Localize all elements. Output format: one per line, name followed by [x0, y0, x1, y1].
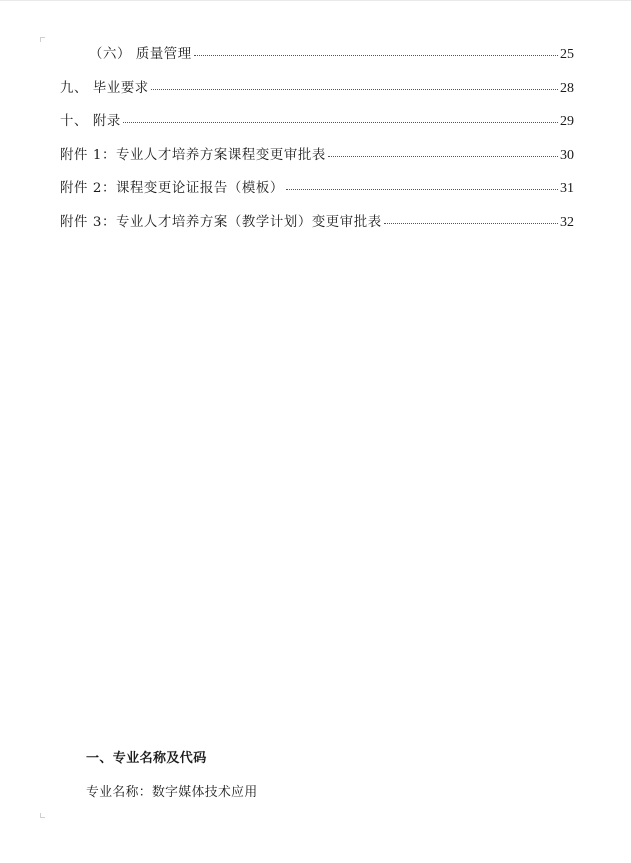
toc-entry[interactable]: [60, 43, 574, 77]
toc-entry[interactable]: [60, 77, 574, 111]
section-heading: 一、专业名称及代码: [86, 751, 207, 766]
toc-dot-leader: [123, 122, 558, 123]
toc-entry[interactable]: [60, 110, 574, 144]
toc-entry[interactable]: [60, 144, 574, 178]
toc-entry-label: 十、 附录: [60, 114, 121, 129]
toc-entry-label: 九、 毕业要求: [60, 80, 149, 96]
toc-entry[interactable]: [60, 211, 574, 245]
toc-dot-leader: [286, 189, 558, 190]
toc-entry-label: （六） 质量管理: [89, 47, 192, 62]
corner-crop-mark: [40, 37, 45, 42]
toc-dot-leader: [194, 55, 558, 56]
toc-dot-leader: [384, 223, 558, 224]
toc-page-number: 32: [560, 214, 574, 230]
toc-dot-leader: [328, 156, 558, 157]
toc-entry-label: 附件 2：课程变更论证报告（模板）: [60, 181, 284, 196]
toc-page-number: 31: [560, 181, 574, 196]
table-of-contents: [60, 43, 574, 244]
toc-entry-label: 附件 1：专业人才培养方案课程变更审批表: [60, 147, 326, 163]
toc-entry[interactable]: [60, 177, 574, 211]
toc-page-number: 30: [560, 147, 574, 163]
toc-entry-label: 附件 3：专业人才培养方案（教学计划）变更审批表: [60, 214, 382, 230]
corner-crop-mark: [40, 813, 45, 818]
toc-page-number: 29: [560, 114, 574, 129]
toc-dot-leader: [151, 89, 558, 90]
toc-page-number: 28: [560, 80, 574, 96]
toc-page-number: 25: [560, 47, 574, 62]
major-name-line: 专业名称：数字媒体技术应用: [86, 785, 258, 800]
